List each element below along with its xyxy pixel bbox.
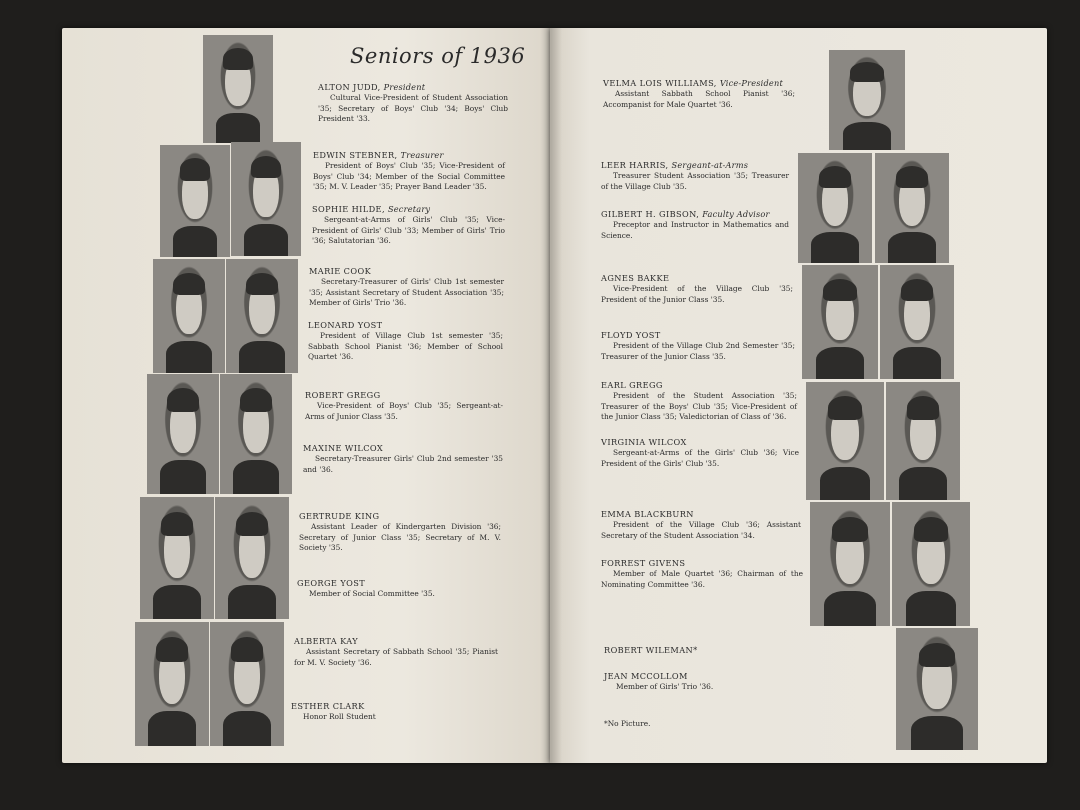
senior-entry: GILBERT H. GIBSON, Faculty Advisor Preceptor and Instructor in Mathematics and Science. [601,209,789,240]
senior-description: Sergeant-at-Arms of Girls' Club '35; Vice-President of Girls' Club '33; Member of Girls' Trio '36; Salutatorian '36. [312,215,505,245]
portrait-photo [880,265,954,379]
senior-role: Secretary [387,204,431,214]
senior-entry: ALTON JUDD, President Cultural Vice-President of Student Association '35; Secretary of Boys' Club '34; Boys' Club President '33. [318,82,508,123]
senior-entry [601,437,799,469]
senior-entry [601,380,797,423]
portrait-photo [892,502,970,626]
senior-name: ROBERT WILEMAN* [604,645,698,655]
senior-name: LEER HARRIS [601,160,666,170]
senior-name: VELMA LOIS WILLIAMS [603,78,714,88]
portrait-photo [875,153,949,263]
portrait-photo [160,145,230,257]
senior-name: GILBERT H. GIBSON [601,209,697,219]
senior-name: EDWIN STEBNER [313,150,395,160]
senior-name: ALBERTA KAY [294,636,359,646]
senior-entry [601,558,803,590]
senior-name: MARIE COOK [309,266,372,276]
senior-description: President of the Student Association '35; Treasurer of the Boys' Club '35; Vice-President of the Junior Class '35; Valedictorian of Class of '36. [601,391,797,421]
senior-entry: LEER HARRIS, Sergeant-at-Arms Treasurer Student Association '35; Treasurer of the Village Club '35. [601,160,789,191]
portrait-photo [896,628,978,750]
senior-entry [309,266,504,309]
senior-name: GERTRUDE KING [299,511,380,521]
senior-name: LEONARD YOST [308,320,383,330]
portrait-photo [806,382,884,500]
senior-name: EARL GREGG [601,380,663,390]
senior-description: President of Village Club 1st semester '35; Sabbath School Pianist '36; Member of School Quartet '36. [308,331,503,361]
senior-description: Secretary-Treasurer Girls' Club 2nd semester '35 and '36. [303,454,503,474]
senior-entry: VELMA LOIS WILLIAMS, Vice-President Assistant Sabbath School Pianist '36; Accompanist for Male Quartet '36. [603,78,795,109]
senior-entry [601,509,801,541]
senior-description: President of the Village Club 2nd Semester '35; Treasurer of the Junior Class '35. [601,341,795,361]
senior-entry [308,320,503,363]
footnote: *No Picture. [604,719,651,728]
senior-description: President of the Village Club '36; Assistant Secretary of the Student Association '34. [601,520,801,540]
senior-description: Honor Roll Student [303,712,376,721]
senior-description: Sergeant-at-Arms of the Girls' Club '36; Vice President of the Girls' Club '35. [601,448,799,468]
senior-role: Vice-President [719,78,783,88]
senior-entry: SOPHIE HILDE, Secretary Sergeant-at-Arms of Girls' Club '35; Vice-President of Girls' Club '33; Member of Girls' Trio '36; Salutatorian '36. [312,204,505,245]
portrait-photo [147,374,219,494]
senior-entry [604,645,804,656]
portrait-photo [829,50,905,150]
senior-entry [604,671,804,693]
senior-description: Member of Social Committee '35. [309,589,435,598]
portrait-photo [203,35,273,143]
senior-role: Treasurer [400,150,444,160]
portrait-photo [140,497,214,619]
senior-description: Assistant Secretary of Sabbath School '35; Pianist for M. V. Society '36. [294,647,498,667]
senior-role: Sergeant-at-Arms [671,160,749,170]
portrait-photo [215,497,289,619]
senior-role: President [383,82,426,92]
senior-name: FLOYD YOST [601,330,661,340]
senior-name: VIRGINIA WILCOX [601,437,687,447]
senior-entry [601,273,793,305]
senior-description: Member of Girls' Trio '36. [616,682,714,691]
senior-description: Preceptor and Instructor in Mathematics and Science. [601,220,789,240]
senior-name: ESTHER CLARK [291,701,365,711]
senior-entry [305,390,503,422]
senior-name: JEAN MCCOLLOM [604,671,688,681]
senior-role: Faculty Advisor [702,209,770,219]
senior-description: Cultural Vice-President of Student Association '35; Secretary of Boys' Club '34; Boys' Club President '33. [318,93,508,123]
senior-description: Member of Male Quartet '36; Chairman of the Nominating Committee '36. [601,569,803,589]
portrait-photo [802,265,878,379]
senior-entry [294,636,498,668]
portrait-photo [810,502,890,626]
portrait-photo [231,142,301,256]
senior-entry: EDWIN STEBNER, Treasurer President of Boys' Club '35; Vice-President of Boys' Club '34; Member of the Social Committee '35; M. V. Leader '35; Prayer Band Leader '35. [313,150,505,191]
portrait-photo [210,622,284,746]
portrait-photo [886,382,960,500]
senior-entry [303,443,503,475]
portrait-photo [220,374,292,494]
book-gutter [540,28,562,763]
portrait-photo [226,259,298,373]
portrait-photo [153,259,225,373]
senior-name: FORREST GIVENS [601,558,686,568]
senior-description: Vice-President of Boys' Club '35; Sergeant-at-Arms of Junior Class '35. [305,401,503,421]
senior-entry [601,330,795,362]
senior-name: SOPHIE HILDE [312,204,382,214]
senior-description: Secretary-Treasurer of Girls' Club 1st semester '35; Assistant Secretary of Student Association '35; Member of Girls' Trio '36. [309,277,504,307]
senior-description: Vice-President of the Village Club '35; President of the Junior Class '35. [601,284,793,304]
senior-name: ALTON JUDD [318,82,378,92]
senior-name: ROBERT GREGG [305,390,381,400]
senior-description: Treasurer Student Association '35; Treasurer of the Village Club '35. [601,171,789,191]
page-title: Seniors of 1936 [350,44,526,68]
senior-description: Assistant Sabbath School Pianist '36; Accompanist for Male Quartet '36. [603,89,795,109]
portrait-photo [798,153,872,263]
senior-description: President of Boys' Club '35; Vice-President of Boys' Club '34; Member of the Social Committee '35; M. V. Leader '35; Prayer Band Leader '35. [313,161,505,191]
senior-entry [291,701,495,723]
senior-name: AGNES BAKKE [601,273,670,283]
senior-name: MAXINE WILCOX [303,443,384,453]
senior-description: Assistant Leader of Kindergarten Division '36; Secretary of Junior Class '35; Secretary of M. V. Society '35. [299,522,501,552]
portrait-photo [135,622,209,746]
senior-name: EMMA BLACKBURN [601,509,694,519]
senior-entry [299,511,501,554]
senior-name: GEORGE YOST [297,578,366,588]
senior-entry [297,578,499,600]
